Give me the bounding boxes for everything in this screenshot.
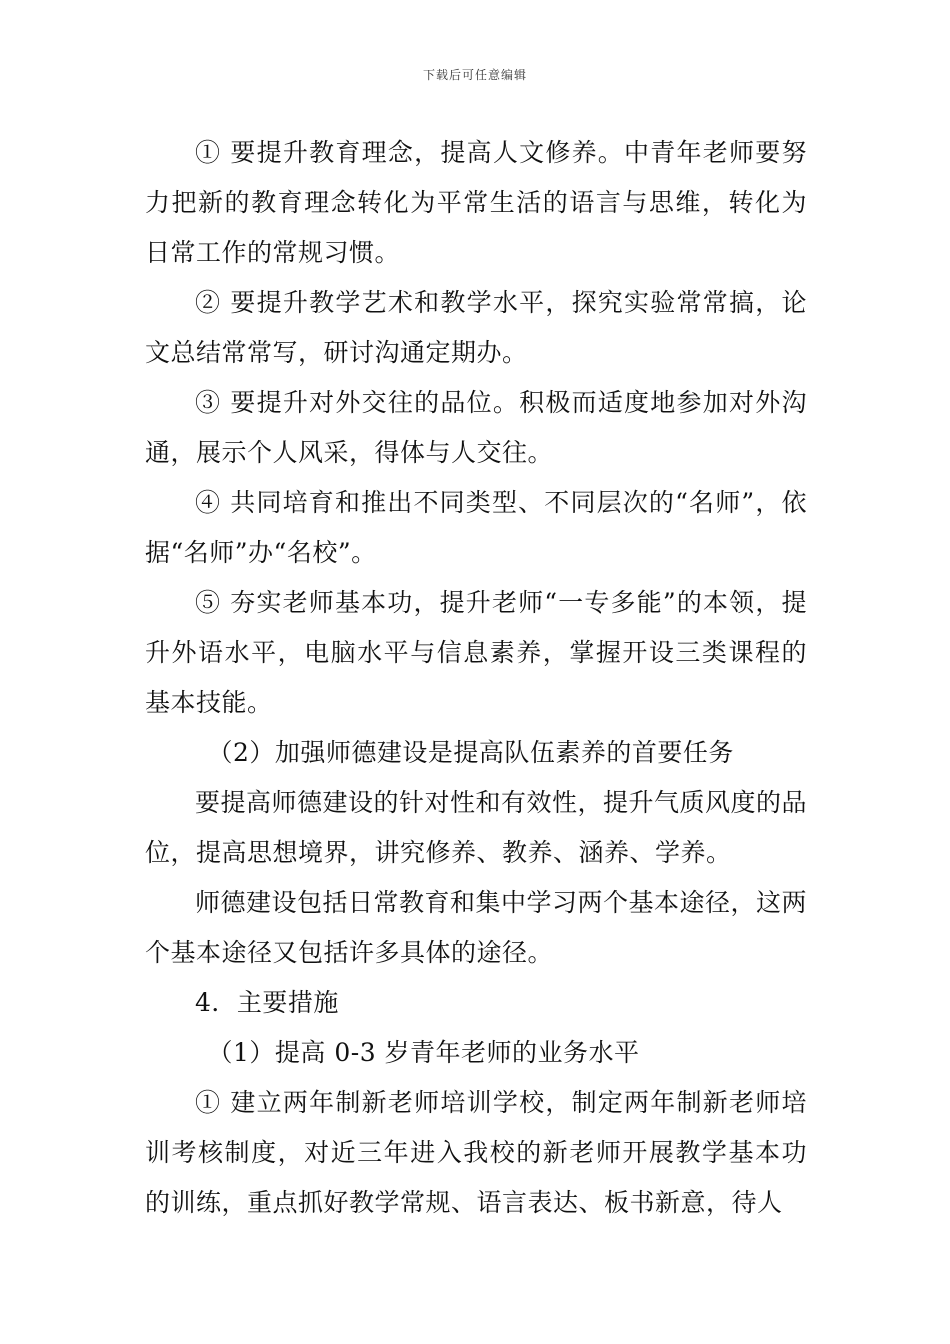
section-heading-teacher-ethics: （2）加强师德建设是提高队伍素养的首要任务 <box>207 738 734 767</box>
paragraph-item-5: ⑤ 夯实老师基本功，提升老师“一专多能”的本领，提升外语水平，电脑水平与信息素养，掌握开设三类课程的基本技能。 <box>145 588 807 717</box>
paragraph-teacher-ethics-goal: 要提高师德建设的针对性和有效性，提升气质风度的品位，提高思想境界，讲究修养、教养、涵养、学养。 <box>145 788 808 867</box>
paragraph-item-4: ④ 共同培育和推出不同类型、不同层次的“名师”，依据“名师”办“名校”。 <box>145 488 807 567</box>
paragraph-training-school: ① 建立两年制新老师培训学校，制定两年制新老师培训考核制度，对近三年进入我校的新老师开展教学基本功的训练，重点抓好教学常规、语言表达、板书新意，待人 <box>145 1088 807 1217</box>
page-header-note: 下载后可任意编辑 <box>422 68 527 82</box>
paragraph-item-3: ③ 要提升对外交往的品位。积极而适度地参加对外沟通，展示个人风采，得体与人交往。 <box>145 388 807 467</box>
document-body <box>145 128 807 1228</box>
subsection-heading-young-teachers: （1）提高 0-3 岁青年老师的业务水平 <box>207 1038 640 1067</box>
paragraph-item-1: ① 要提升教育理念，提高人文修养。中青年老师要努力把新的教育理念转化为平常生活的语言与思维，转化为日常工作的常规习惯。 <box>145 138 807 267</box>
paragraph-item-2: ② 要提升教学艺术和教学水平，探究实验常常搞，论文总结常常写，研讨沟通定期办。 <box>145 288 807 367</box>
section-heading-main-measures: 4．主要措施 <box>195 988 339 1017</box>
paragraph-teacher-ethics-approach: 师德建设包括日常教育和集中学习两个基本途径，这两个基本途径又包括许多具体的途径。 <box>145 888 808 967</box>
